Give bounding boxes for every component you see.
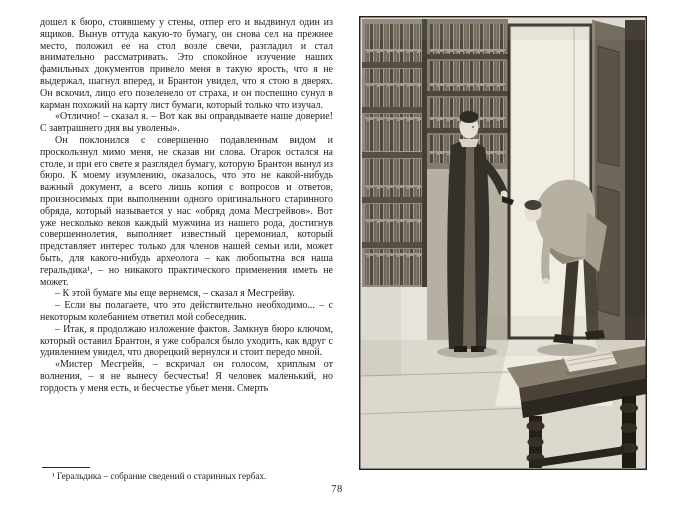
- footnote-area: [40, 467, 333, 482]
- paragraph: Он поклонился с совершенно подавленным видом и проскользнул мимо меня, не сказав ни слова. Огарок остался на столе, и при его свете я разглядел бумагу, которую Брантон вынул из бюро. К моему изумлению, оказалось, что это не какой-нибудь важный документ, а всего лишь копия с вопросов и ответов, произносимых при выполнении одного оригинального старинного обряда, который называется у нас «обряд дома Месгрейвов». Вот уже несколько веков каждый мужчина из нашего рода, достигнув совершеннолетия, выполняет известный церемониал, который представляет интерес только для членов нашей семьи или, может быть, для какого-нибудь археолога – как любопытна вся наша геральдика¹, – но никакого практического применения иметь не может.: [40, 134, 333, 288]
- left-page: [40, 17, 333, 482]
- page-number: 78: [331, 484, 343, 495]
- paragraph: дошел к бюро, стоявшему у стены, отпер его и выдвинул один из ящиков. Вынув оттуда какую-то бумагу, он снова сел на прежнее место, положил ее на стол возле свечи, разгладил и стал внимательно рассматривать. Это спокойное изучение наших фамильных документов привело меня в такую ярость, что я не выдержал, шагнул вперед, и Брантон увидел, что я стою в дверях. Он вскочил, лицо его позеленело от страха, и он поспешно сунул в карман похожий на карту лист бумаги, который только что изучал.: [40, 17, 333, 111]
- illustration: [359, 16, 647, 470]
- paragraph: – К этой бумаге мы еще вернемся, – сказал я Месгрейву.: [55, 288, 295, 300]
- paragraph: «Отлично! – сказал я. – Вот как вы оправдываете наше доверие! С завтрашнего дня вы уволены».: [40, 111, 333, 135]
- paragraph: «Мистер Месгрейв, – вскричал он голосом, хриплым от волнения, – я не вынесу бесчестья! Я человек маленький, но гордость у меня есть, и бесчестье убьет меня. Смерть: [40, 359, 333, 394]
- footnote-separator: [42, 467, 90, 468]
- footnote-text: ¹ Геральдика – собрание сведений о старинных гербах.: [52, 471, 267, 482]
- paragraph: – Если вы полагаете, что это действительно необходимо... – с некоторым колебанием ответил мой собеседник.: [40, 300, 333, 323]
- paragraph: – Итак, я продолжаю изложение фактов. Замкнув бюро ключом, который оставил Брантон, я уже собрался было уходить, как вдруг с удивлением увидел, что дворецкий вернулся и стоит передо мной.: [40, 323, 333, 359]
- body-text: [40, 17, 333, 395]
- right-page: [359, 16, 647, 470]
